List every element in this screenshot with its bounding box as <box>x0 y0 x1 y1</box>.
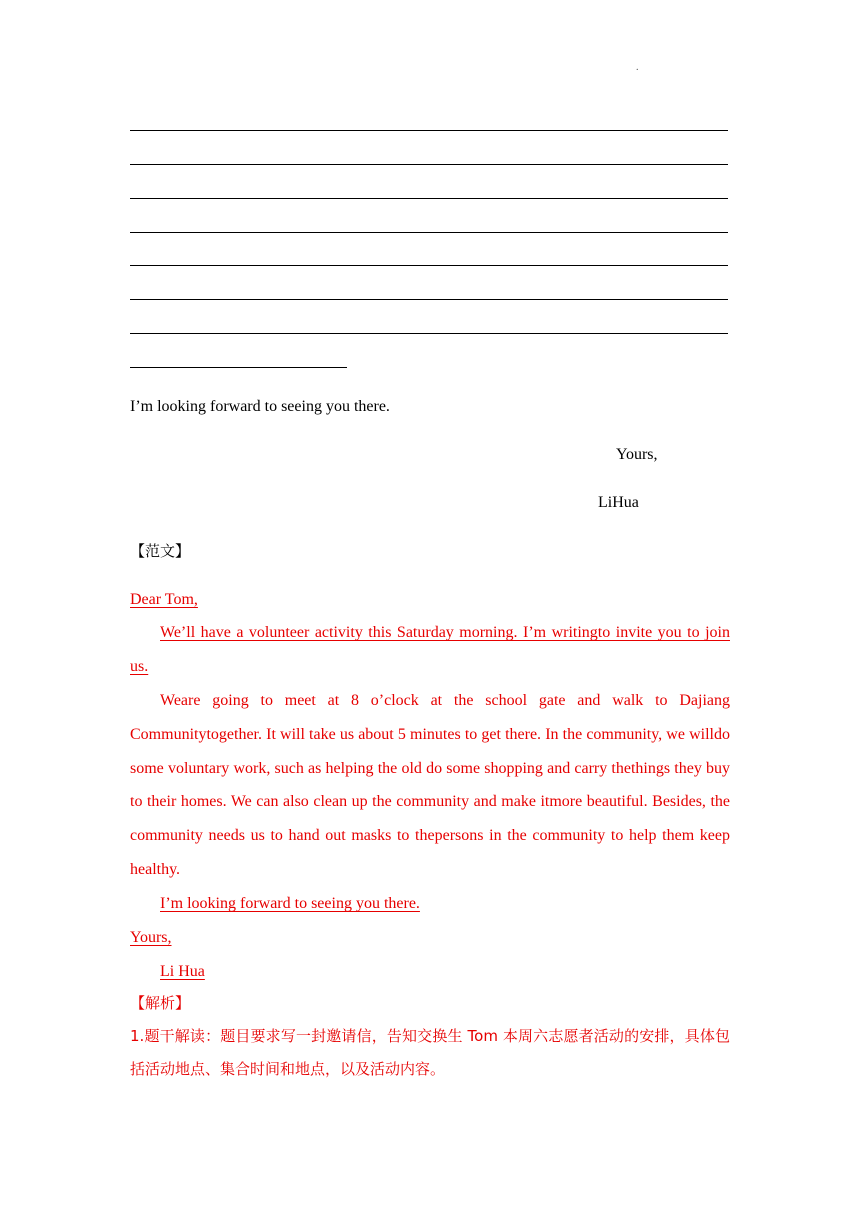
writing-line <box>130 130 728 131</box>
header-mark: . <box>636 62 639 73</box>
writing-line <box>130 198 728 199</box>
analysis-heading: 【解析】 <box>130 994 191 1012</box>
sample-intro <box>130 616 730 684</box>
sample-name: Li Hua <box>160 963 205 980</box>
sample-intro-text: We’ll have a volunteer activity this Saturday morning. I’m writingto invite you to join us. <box>130 624 730 675</box>
sample-heading: 【范文】 <box>130 542 191 560</box>
sample-greeting: Dear Tom, <box>130 591 198 608</box>
signoff: Yours, <box>616 446 658 463</box>
sample-closing: I’m looking forward to seeing you there. <box>160 895 420 912</box>
sample-body: Weare going to meet at 8 o’clock at the school gate and walk to Dajiang Communitytogether. It will take us about 5 minutes to get there. In the community, we willdo some voluntary work, such as helping the old do some shopping and carry thethings they buy to their homes. We can also clean up the community and make itmore beautiful. Besides, the community needs us to hand out masks to thepersons in the community to help them keep healthy. <box>130 692 730 878</box>
writing-line-short <box>130 367 347 368</box>
sample-signoff: Yours, <box>130 929 172 946</box>
closing-line: I’m looking forward to seeing you there. <box>130 398 390 415</box>
writing-line <box>130 265 728 266</box>
writing-line <box>130 232 728 233</box>
writing-line <box>130 299 728 300</box>
signature: LiHua <box>598 494 639 511</box>
writing-line <box>130 333 728 334</box>
writing-line <box>130 164 728 165</box>
analysis-text: 1.题干解读：题目要求写一封邀请信，告知交换生 Tom 本周六志愿者活动的安排，具体包括活动地点、集合时间和地点，以及活动内容。 <box>130 1027 730 1078</box>
